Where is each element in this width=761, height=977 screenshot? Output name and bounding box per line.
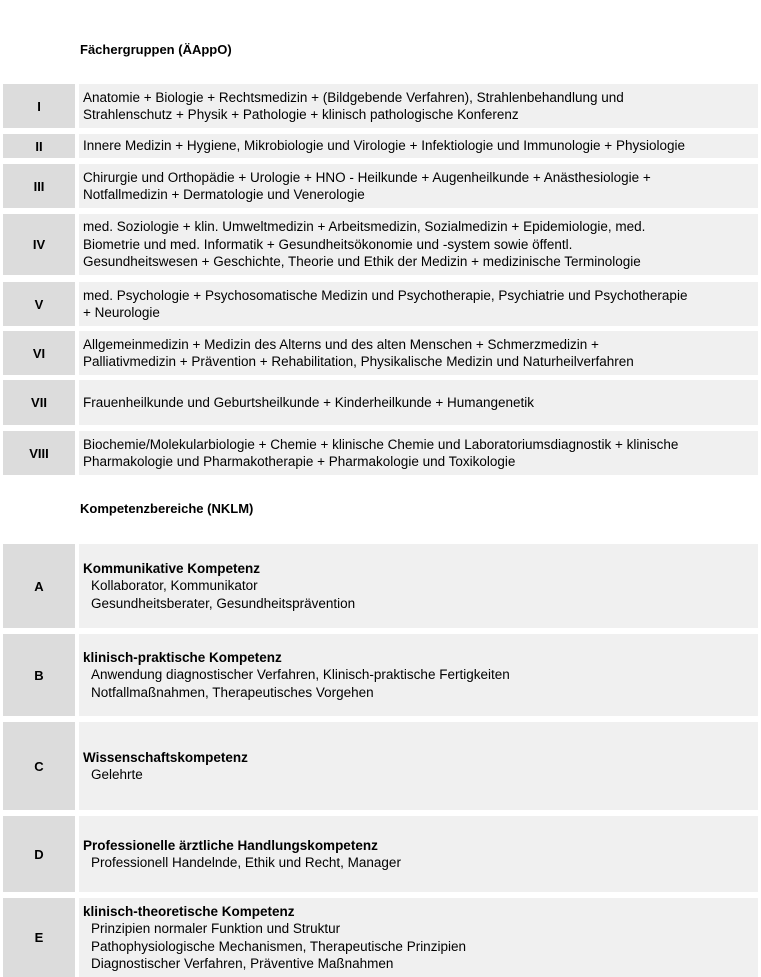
description-line: Frauenheilkunde und Geburtsheilkunde + Kinderheilkunde + Humangenetik bbox=[83, 394, 535, 410]
kompetenz-row-b bbox=[3, 634, 758, 716]
kompetenz-row-e bbox=[3, 898, 758, 977]
description-line: Gesundheitswesen + Geschichte, Theorie und Ethik der Medizin + medizinische Terminologie bbox=[83, 254, 641, 270]
competence-title: Wissenschaftskompetenz bbox=[83, 749, 248, 765]
row-description bbox=[79, 634, 758, 716]
faechergruppen-title: Fächergruppen (ÄAppO) bbox=[80, 42, 232, 57]
description-line: Notfallmedizin + Dermatologie und Venerologie bbox=[83, 187, 365, 202]
row-code: I bbox=[3, 84, 75, 128]
description-line: Pharmakologie und Pharmakotherapie + Pharmakologie und Toxikologie bbox=[83, 454, 516, 469]
row-code: VI bbox=[3, 331, 75, 375]
competence-subitem: Professionell Handelnde, Ethik und Recht, Manager bbox=[91, 855, 401, 870]
kompetenz-row-d bbox=[3, 816, 758, 892]
faechergruppe-row-iii bbox=[3, 164, 758, 208]
faechergruppe-row-ii bbox=[3, 134, 758, 158]
row-description bbox=[79, 331, 758, 375]
row-code: IV bbox=[3, 214, 75, 275]
faechergruppe-row-viii bbox=[3, 431, 758, 475]
competence-subitem: Pathophysiologische Mechanismen, Therapeutische Prinzipien bbox=[91, 938, 466, 954]
kompetenz-row-a bbox=[3, 544, 758, 628]
description-line: Allgemeinmedizin + Medizin des Alterns und des alten Menschen + Schmerzmedizin + bbox=[83, 336, 599, 352]
competence-title: klinisch-praktische Kompetenz bbox=[83, 649, 282, 665]
row-code: D bbox=[3, 816, 75, 892]
description-line: Strahlenschutz + Physik + Pathologie + klinisch pathologische Konferenz bbox=[83, 107, 519, 122]
row-description bbox=[79, 214, 758, 275]
faechergruppe-row-v bbox=[3, 282, 758, 326]
row-code: II bbox=[3, 134, 75, 158]
description-line: Chirurgie und Orthopädie + Urologie + HNO - Heilkunde + Augenheilkunde + Anästhesiologie + bbox=[83, 169, 651, 185]
row-description bbox=[79, 816, 758, 892]
row-description bbox=[79, 544, 758, 628]
row-code: A bbox=[3, 544, 75, 628]
competence-subitem: Anwendung diagnostischer Verfahren, Klinisch-praktische Fertigkeiten bbox=[91, 667, 510, 683]
row-code: B bbox=[3, 634, 75, 716]
competence-subitem: Diagnostischer Verfahren, Präventive Maßnahmen bbox=[91, 956, 394, 971]
description-line: + Neurologie bbox=[83, 305, 160, 320]
row-description bbox=[79, 134, 758, 158]
description-line: Biometrie und med. Informatik + Gesundheitsökonomie und -system sowie öffentl. bbox=[83, 236, 573, 252]
row-code: V bbox=[3, 282, 75, 326]
competence-subitem: Gelehrte bbox=[91, 767, 143, 782]
row-code: III bbox=[3, 164, 75, 208]
kompetenz-row-c bbox=[3, 722, 758, 810]
description-line: Anatomie + Biologie + Rechtsmedizin + (Bildgebende Verfahren), Strahlenbehandlung und bbox=[83, 89, 624, 105]
row-description bbox=[79, 431, 758, 475]
row-description bbox=[79, 898, 758, 977]
description-line: Biochemie/Molekularbiologie + Chemie + klinische Chemie und Laboratoriumsdiagnostik + klinische bbox=[83, 436, 679, 452]
description-line: med. Psychologie + Psychosomatische Medizin und Psychotherapie, Psychiatrie und Psychotherapie bbox=[83, 287, 688, 303]
description-line: Palliativmedizin + Prävention + Rehabilitation, Physikalische Medizin und Naturheilverfahren bbox=[83, 354, 634, 369]
faechergruppe-row-vii bbox=[3, 380, 758, 425]
competence-subitem: Gesundheitsberater, Gesundheitsprävention bbox=[91, 595, 356, 611]
competence-title: klinisch-theoretische Kompetenz bbox=[83, 903, 295, 919]
row-description bbox=[79, 164, 758, 208]
competence-subitem: Prinzipien normaler Funktion und Struktur bbox=[91, 921, 341, 936]
faechergruppe-row-iv bbox=[3, 214, 758, 275]
row-description bbox=[79, 380, 758, 425]
row-description bbox=[79, 84, 758, 128]
row-description bbox=[79, 282, 758, 326]
competence-subitem: Kollaborator, Kommunikator bbox=[91, 578, 258, 594]
description-line: Innere Medizin + Hygiene, Mikrobiologie und Virologie + Infektiologie und Immunologie + Physiologie bbox=[83, 138, 685, 154]
row-code: VII bbox=[3, 380, 75, 425]
faechergruppe-row-i bbox=[3, 84, 758, 128]
faechergruppe-row-vi bbox=[3, 331, 758, 375]
row-code: E bbox=[3, 898, 75, 977]
row-code: VIII bbox=[3, 431, 75, 475]
competence-subitem: Notfallmaßnahmen, Therapeutisches Vorgehen bbox=[91, 684, 374, 700]
kompetenzbereiche-title: Kompetenzbereiche (NKLM) bbox=[80, 501, 254, 516]
row-code: C bbox=[3, 722, 75, 810]
description-line: med. Soziologie + klin. Umweltmedizin + Arbeitsmedizin, Sozialmedizin + Epidemiologie, med. bbox=[83, 219, 646, 235]
row-description bbox=[79, 722, 758, 810]
competence-title: Kommunikative Kompetenz bbox=[83, 560, 261, 576]
competence-title: Professionelle ärztliche Handlungskompetenz bbox=[83, 837, 378, 853]
